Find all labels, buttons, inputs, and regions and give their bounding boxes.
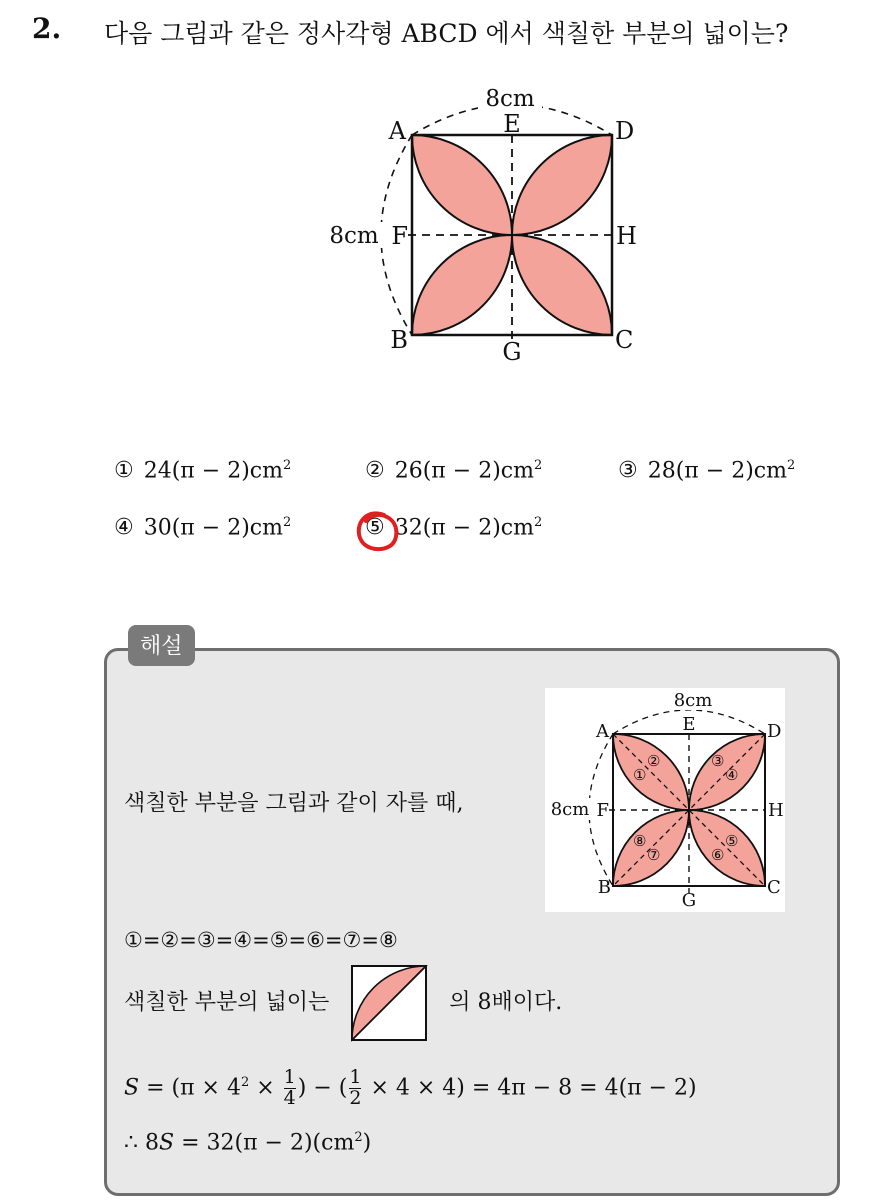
point-g-label: G — [502, 338, 522, 366]
svg-text:B: B — [597, 877, 611, 898]
svg-text:G: G — [681, 890, 697, 911]
svg-text:C: C — [767, 877, 781, 898]
region-6-label: ⑥ — [711, 846, 725, 864]
side-dimension-label: 8cm — [329, 223, 379, 249]
region-7-label: ⑦ — [647, 846, 661, 864]
solution-figure — [545, 688, 785, 912]
svg-text:D: D — [767, 721, 782, 742]
vertex-a-label: A — [388, 117, 406, 145]
quarter-segment-icon — [350, 964, 428, 1042]
fraction-one-fourth: $\frac{1}{4}$ — [283, 1066, 296, 1109]
solution-equalities: ①=②=③=④=⑤=⑥=⑦=⑧ — [124, 928, 398, 952]
svg-text:F: F — [596, 800, 609, 821]
choice-1[interactable]: ① $24(\pi - 2)cm^2$ — [114, 458, 292, 484]
area-prefix: 색칠한 부분의 넓이는 — [124, 990, 330, 1015]
point-f-label: F — [391, 222, 408, 250]
svg-text:H: H — [768, 800, 784, 821]
petal-top-right — [512, 135, 612, 235]
question-number: 2. — [32, 12, 62, 45]
solution-tag: 해설 — [128, 625, 195, 666]
region-5-label: ⑤ — [725, 832, 739, 850]
choice-3[interactable]: ③ $28(\pi - 2)cm^2$ — [618, 458, 796, 484]
vertex-c-label: C — [615, 326, 634, 354]
choice-2[interactable]: ② $26(\pi - 2)cm^2$ — [365, 458, 543, 484]
svg-text:E: E — [682, 714, 696, 735]
choice-5[interactable]: ⑤ $32(\pi - 2)cm^2$ — [365, 515, 543, 541]
svg-text:8cm: 8cm — [673, 690, 713, 711]
petal-top-left — [412, 135, 512, 235]
square-petal-figure — [310, 80, 650, 380]
region-3-label: ③ — [711, 752, 725, 770]
solution-line-1: 색칠한 부분을 그림과 같이 자를 때, — [124, 791, 464, 816]
top-dimension-label: 8cm — [485, 86, 535, 112]
vertex-d-label: D — [615, 117, 635, 145]
solution-area-line — [124, 964, 562, 1042]
choice-4[interactable]: ④ $30(\pi - 2)cm^2$ — [114, 515, 292, 541]
point-e-label: E — [503, 110, 521, 138]
svg-text:A: A — [596, 721, 609, 742]
petal-bottom-right — [512, 235, 612, 335]
region-2-label: ② — [647, 752, 661, 770]
petal-bottom-left — [412, 235, 512, 335]
svg-text:8cm: 8cm — [550, 799, 590, 820]
region-8-label: ⑧ — [633, 832, 647, 850]
question-text: 다음 그림과 같은 정사각형 ABCD 에서 색칠한 부분의 넓이는? — [104, 19, 789, 48]
point-h-label: H — [616, 222, 637, 250]
vertex-b-label: B — [390, 326, 408, 354]
solution-equation-2: ∴ $8S = 32(\pi - 2)(cm^2)$ — [124, 1130, 372, 1156]
region-1-label: ① — [633, 766, 647, 784]
fraction-one-half: $\frac{1}{2}$ — [349, 1066, 362, 1109]
answer-mark-circle — [354, 507, 402, 555]
solution-equation-1: $S = (\pi \times 4^2$ × $\frac{1}{4}$ ) − ( $\frac{1}{2}$ × 4 × 4) = 4π − 8 = 4(π − 2) — [124, 1066, 697, 1109]
region-4-label: ④ — [725, 766, 739, 784]
area-suffix: 의 8배이다. — [449, 990, 563, 1015]
